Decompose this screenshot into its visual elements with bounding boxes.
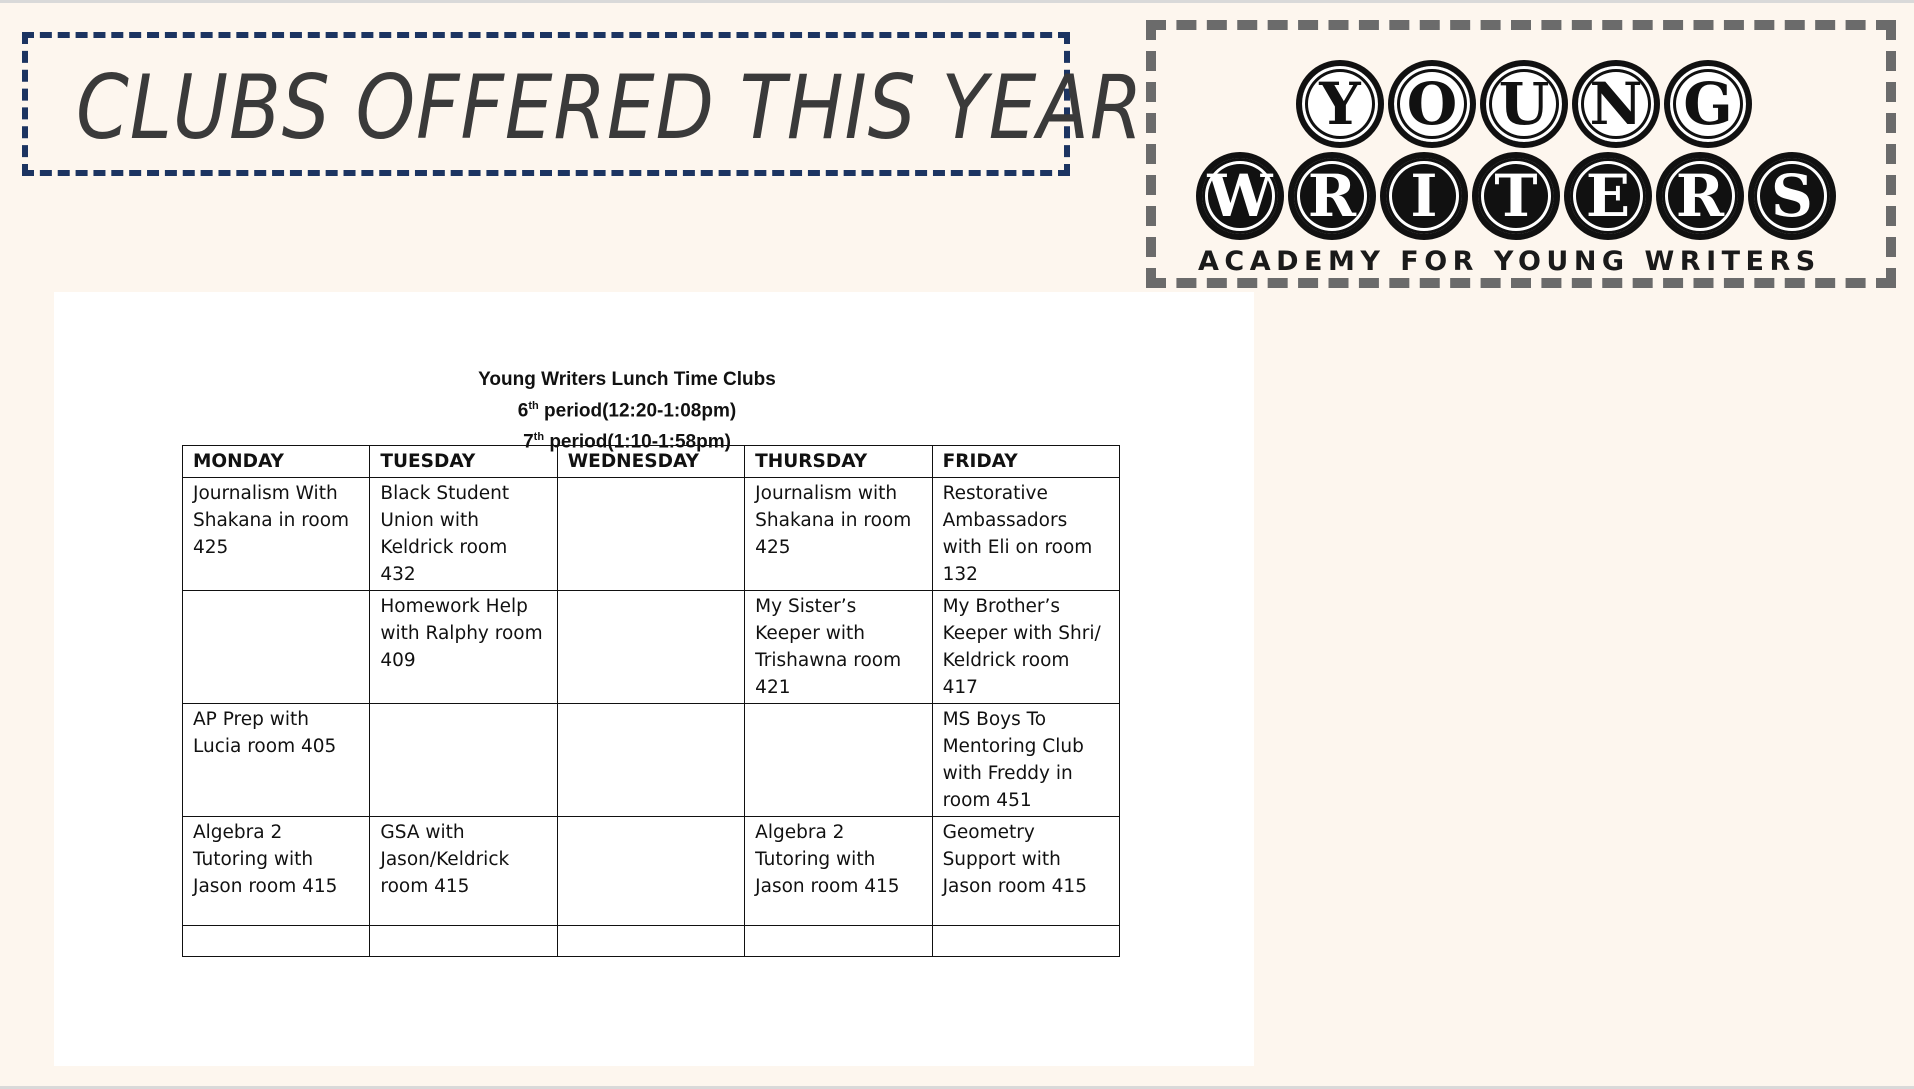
young-writers-logo [1146,20,1896,288]
table-cell [745,704,932,817]
table-cell: Black Student Union with Keldrick room 432 [370,478,557,591]
table-cell: Algebra 2 Tutoring with Jason room 415 [745,817,932,926]
table-cell: My Sister’s Keeper with Trishawna room 421 [745,591,932,704]
title-banner [22,32,1144,176]
logo-key: W [1196,152,1284,240]
logo-key: R [1288,152,1376,240]
table-row [183,478,1120,591]
document-page [54,292,1254,1066]
table-cell: MS Boys To Mentoring Club with Freddy in room 451 [932,704,1119,817]
table-row [183,704,1120,817]
period-7-time: period(1:10-1:58pm) [544,431,731,453]
logo-key: E [1564,152,1652,240]
table-cell [183,926,370,957]
table-cell [557,478,744,591]
table-cell [745,926,932,957]
document-header [54,366,1200,456]
header-wednesday: WEDNESDAY [557,446,744,478]
table-cell: Journalism With Shakana in room 425 [183,478,370,591]
logo-key: I [1380,152,1468,240]
table-cell [183,591,370,704]
header-monday: MONDAY [183,446,370,478]
table-cell [557,704,744,817]
table-cell: GSA with Jason/Keldrick room 415 [370,817,557,926]
logo-tagline: ACADEMY FOR YOUNG WRITERS [1198,246,1821,277]
table-row [183,817,1120,926]
table-cell [932,926,1119,957]
table-cell: Algebra 2 Tutoring with Jason room 415 [183,817,370,926]
logo-key: R [1656,152,1744,240]
logo-key: N [1572,60,1660,148]
header-tuesday: TUESDAY [370,446,557,478]
period-6-line [54,393,1200,424]
table-cell [557,591,744,704]
table-header-row [183,446,1120,478]
table-cell: Journalism with Shakana in room 425 [745,478,932,591]
period-6-time: period(12:20-1:08pm) [538,400,737,422]
table-cell [370,926,557,957]
logo-key: G [1664,60,1752,148]
table-cell [557,817,744,926]
table-row [183,591,1120,704]
table-cell: Homework Help with Ralphy room 409 [370,591,557,704]
table-row [183,926,1120,957]
table-cell: My Brother’s Keeper with Shri/ Keldrick room 417 [932,591,1119,704]
period-7-suffix: th [533,431,545,444]
table-cell: Geometry Support with Jason room 415 [932,817,1119,926]
logo-row-writers [1196,152,1836,240]
logo-key: Y [1296,60,1384,148]
logo-key: U [1480,60,1568,148]
logo-row-young [1296,60,1752,148]
document-title: Young Writers Lunch Time Clubs [478,369,776,390]
header-thursday: THURSDAY [745,446,932,478]
logo-key: O [1388,60,1476,148]
period-6-suffix: th [528,400,539,412]
table-cell [557,926,744,957]
logo-key: S [1748,152,1836,240]
table-cell: Restorative Ambassadors with Eli on room 132 [932,478,1119,591]
period-7-number: 7 [523,431,534,453]
period-6-number: 6 [517,400,529,422]
club-schedule-table [182,445,1120,957]
top-divider [0,0,1914,3]
table-cell [370,704,557,817]
header-friday: FRIDAY [932,446,1119,478]
logo-key: T [1472,152,1560,240]
page-title: CLUBS OFFERED THIS YEAR [76,56,1144,159]
table-cell: AP Prep with Lucia room 405 [183,704,370,817]
